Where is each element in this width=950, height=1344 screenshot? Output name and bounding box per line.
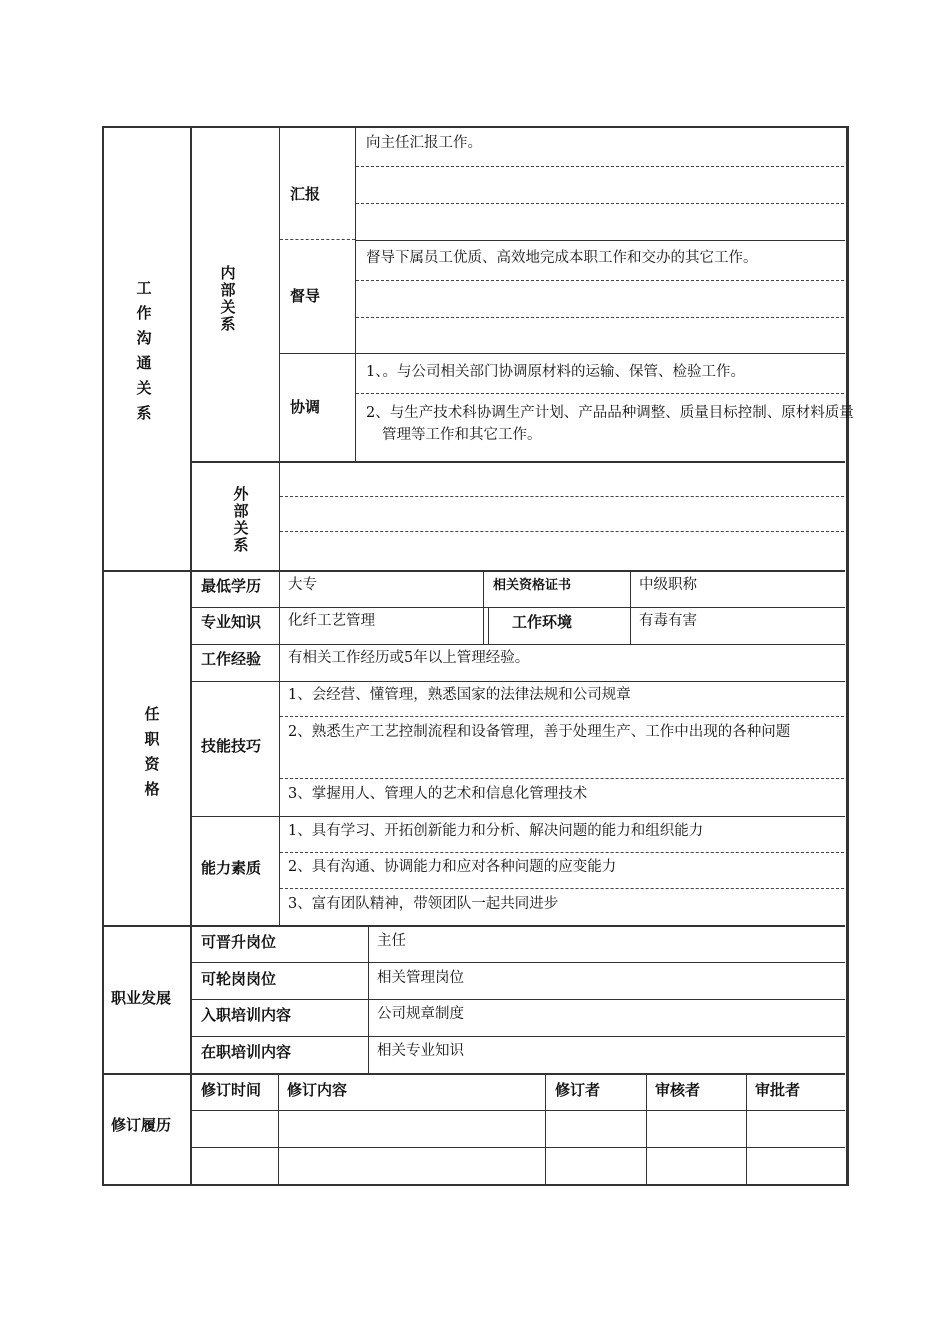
- section-line: [103, 570, 845, 572]
- section-line: [103, 1073, 845, 1075]
- environment-value: 有毒有害: [639, 613, 697, 629]
- knowledge-label: 专业知识: [201, 613, 262, 631]
- experience-label: 工作经验: [201, 650, 262, 668]
- dashed-line: [280, 716, 844, 717]
- section-title-communication: 工作沟通关系: [136, 279, 152, 422]
- career-label-induction: 入职培训内容: [201, 1006, 292, 1024]
- row-line: [191, 962, 845, 963]
- report-text: 向主任汇报工作。: [366, 135, 482, 151]
- coordinate-item-1: 1、。与公司相关部门协调原材料的运输、保管、检验工作。: [366, 364, 745, 380]
- ability-item-3: 3、富有团队精神，带领团队一起共同进步: [288, 896, 559, 912]
- row-line: [191, 461, 845, 463]
- dashed-line: [356, 393, 844, 394]
- coordinate-item-2: 2、与生产技术科协调生产计划、产品品种调整、质量目标控制、原材料质量管理等工作和其它工作。: [366, 405, 854, 443]
- career-value-onjob: 相关专业知识: [377, 1043, 464, 1059]
- dashed-line: [356, 280, 844, 281]
- section-title-qualification: 任职资格: [144, 705, 160, 798]
- report-label: 汇报: [290, 185, 321, 203]
- revision-header-reviser: 修订者: [555, 1081, 601, 1099]
- career-label-promotion: 可晋升岗位: [201, 933, 277, 951]
- section-title-revision: 修订履历: [111, 1116, 172, 1134]
- section-title-career: 职业发展: [111, 989, 172, 1007]
- col-divider: [545, 1074, 546, 1185]
- education-label: 最低学历: [201, 577, 262, 595]
- col-divider: [488, 608, 489, 644]
- col-divider: [278, 1074, 279, 1185]
- revision-header-time: 修订时间: [201, 1081, 262, 1099]
- experience-value: 有相关工作经历或5年以上管理经验。: [288, 650, 530, 666]
- row-line: [191, 644, 845, 645]
- skill-item-3: 3、掌握用人、管理人的艺术和信息化管理技术: [288, 786, 588, 802]
- dashed-line: [356, 166, 844, 167]
- col-divider-comm-text: [355, 127, 356, 461]
- revision-header-approver: 审批者: [755, 1081, 801, 1099]
- col-divider: [746, 1074, 747, 1185]
- row-line: [355, 240, 845, 241]
- dashed-line: [356, 317, 844, 318]
- knowledge-value: 化纤工艺管理: [288, 613, 375, 629]
- dashed-line: [356, 203, 844, 204]
- row-line: [191, 681, 845, 682]
- supervise-label: 督导: [290, 287, 321, 305]
- career-label-rotation: 可轮岗岗位: [201, 970, 277, 988]
- dashed-line: [280, 531, 844, 532]
- col-divider-external: [279, 462, 280, 570]
- career-value-induction: 公司规章制度: [377, 1006, 464, 1022]
- ability-item-2: 2、具有沟通、协调能力和应对各种问题的应变能力: [288, 859, 617, 875]
- row-line: [191, 607, 845, 608]
- dashed-line: [280, 239, 355, 240]
- skill-item-2: 2、熟悉生产工艺控制流程和设备管理，善于处理生产、工作中出现的各种问题: [288, 724, 791, 740]
- row-line: [191, 1147, 845, 1148]
- col-divider-main: [190, 127, 192, 1185]
- row-line: [279, 353, 845, 354]
- revision-header-reviewer: 审核者: [655, 1081, 701, 1099]
- certificate-value: 中级职称: [639, 577, 697, 593]
- career-value-rotation: 相关管理岗位: [377, 970, 464, 986]
- skills-label: 技能技巧: [201, 737, 262, 755]
- external-relations-label: 外部关系: [233, 485, 249, 554]
- internal-relations-label: 内部关系: [220, 264, 236, 333]
- col-divider: [646, 1074, 647, 1185]
- ability-label: 能力素质: [201, 859, 262, 877]
- row-line: [191, 1110, 845, 1111]
- career-label-onjob: 在职培训内容: [201, 1043, 292, 1061]
- dashed-line: [280, 496, 844, 497]
- col-divider-ability: [279, 817, 280, 925]
- section-line: [103, 925, 845, 927]
- dashed-line: [280, 852, 844, 853]
- coordinate-label: 协调: [290, 398, 321, 416]
- col-divider-internal: [279, 127, 280, 461]
- education-value: 大专: [288, 577, 317, 593]
- supervise-text: 督导下属员工优质、高效地完成本职工作和交办的其它工作。: [366, 250, 758, 266]
- ability-item-1: 1、具有学习、开拓创新能力和分析、解决问题的能力和组织能力: [288, 823, 704, 839]
- certificate-label: 相关资格证书: [493, 578, 572, 593]
- environment-label: 工作环境: [512, 613, 573, 631]
- dashed-line: [280, 888, 844, 889]
- skill-item-1: 1、会经营、懂管理，熟悉国家的法律法规和公司规章: [288, 687, 631, 703]
- row-line: [191, 816, 845, 817]
- career-value-promotion: 主任: [377, 933, 406, 949]
- revision-header-content: 修订内容: [287, 1081, 348, 1099]
- dashed-line: [280, 778, 844, 779]
- row-line: [191, 1036, 845, 1037]
- row-line: [191, 999, 845, 1000]
